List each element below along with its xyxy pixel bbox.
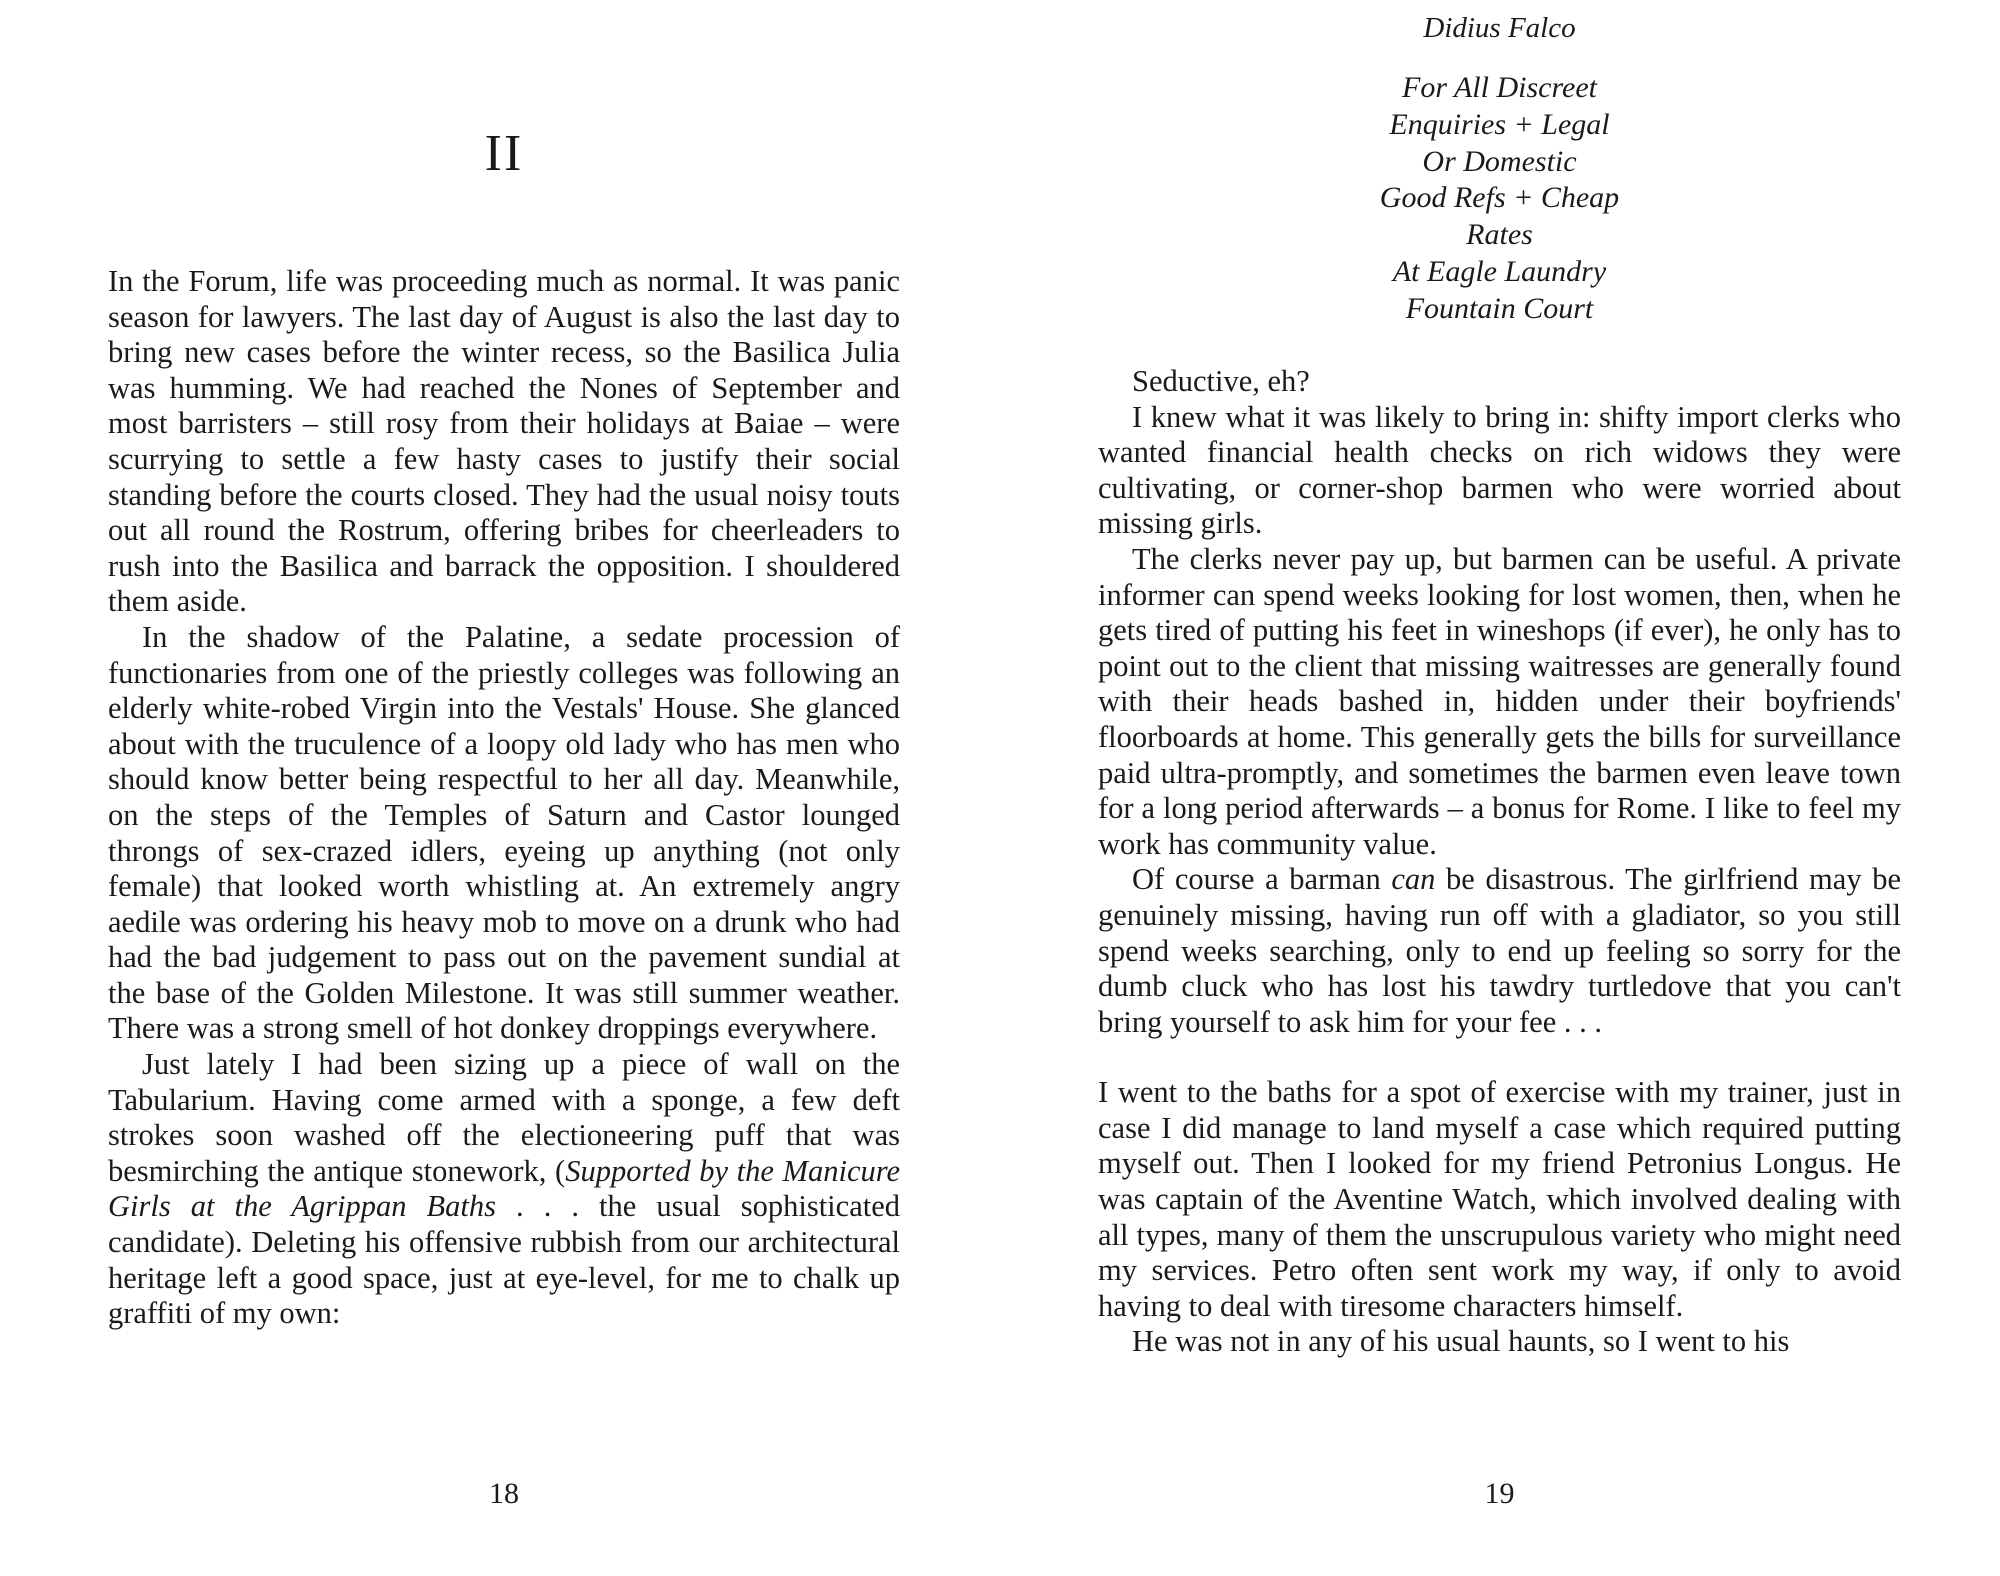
body-paragraph bbox=[1098, 862, 1901, 1040]
page-number: 18 bbox=[489, 1477, 519, 1510]
body-paragraph: In the Forum, life was proceeding much as normal. It was panic season for lawyers. The last day of August is also the last day to bring new cases before the winter recess, so the Basilica Julia was humming. We had reached the Nones of September and most barristers – still rosy from their holidays at Baiae – were scurrying to settle a few hasty cases to justify their social standing before the courts closed. They had the usual noisy touts out all round the Rostrum, offering bribes for cheerleaders to rush into the Basilica and barrack the opposition. I shouldered them aside. bbox=[108, 264, 900, 619]
body-paragraph bbox=[108, 1047, 900, 1332]
graffiti-line: Or Domestic bbox=[1422, 144, 1577, 178]
graffiti-line: For All Discreet bbox=[1402, 71, 1597, 104]
paragraph-text: Just lately I had been sizing up a piece of wall on the Tabularium. Having come armed with a sponge, a few deft strokes soon washed off the electioneering puff that was besmirching the antique stonework, ( bbox=[108, 1047, 900, 1188]
paragraph-text: . . . the usual sophisticated candidate). Deleting his offensive rubbish from our architectural heritage left a good space, just at eye-level, for me to chalk up graffiti of my own: bbox=[108, 1189, 900, 1331]
italic-emphasis: Supported by the Manicure Girls at the Agrippan Baths bbox=[108, 1153, 901, 1224]
body-paragraph: The clerks never pay up, but barmen can be useful. A private informer can spend weeks looking for lost women, then, when he gets tired of putting his feet in wineshops (if ever), he only has to point out to the client that missing waitresses are generally found with their heads bashed in, hidden under their boyfriends' floorboards at home. This generally gets the bills for surveillance paid ultra-promptly, and sometimes the barmen even leave town for a long period afterwards – a bonus for Rome. I like to feel my work has community value. bbox=[1098, 541, 1901, 861]
graffiti-line: Good Refs + Cheap bbox=[1379, 181, 1620, 215]
right-page bbox=[1098, 0, 1901, 1576]
paragraph-text: Of course a barman bbox=[1132, 862, 1392, 897]
running-head: Didius Falco bbox=[1423, 12, 1576, 44]
body-paragraph: In the shadow of the Palatine, a sedate procession of functionaries from one of the priestly colleges was following an elderly white-robed Virgin into the Vestals' House. She glanced about with the truculence of a loopy old lady who has men who should know better being respectful to her all day. Meanwhile, on the steps of the Temples of Saturn and Castor lounged throngs of sex-crazed idlers, eyeing up anything (not only female) that looked worth whistling at. An extremely angry aedile was ordering his heavy mob to move on a drunk who had had the bad judgement to pass out on the pavement sundial at the base of the Golden Milestone. It was still summer weather. There was a strong smell of hot donkey droppings everywhere. bbox=[108, 619, 900, 1046]
body-paragraph: I went to the baths for a spot of exercise with my trainer, just in case I did manage to land myself a case which required putting myself out. Then I looked for my friend Petronius Longus. He was captain of the Aventine Watch, which involved dealing with all types, many of them the unscrupulous variety who might need my services. Petro often sent work my way, if only to avoid having to deal with tiresome characters himself. bbox=[1098, 1075, 1901, 1323]
body-paragraph: I knew what it was likely to bring in: shifty import clerks who wanted financial health checks on rich widows they were cultivating, or corner-shop barmen who were worried about missing girls. bbox=[1098, 399, 1901, 541]
chapter-number: II bbox=[484, 125, 524, 182]
body-paragraph: Seductive, eh? bbox=[1132, 364, 1310, 398]
section-break bbox=[1098, 1040, 1901, 1075]
graffiti-line: Fountain Court bbox=[1405, 291, 1594, 325]
graffiti-line: At Eagle Laundry bbox=[1392, 254, 1607, 288]
right-page-body bbox=[1098, 364, 1901, 1360]
left-page bbox=[108, 0, 900, 1576]
page-number: 19 bbox=[1484, 1477, 1515, 1510]
italic-emphasis: can bbox=[1391, 862, 1436, 897]
graffiti-line: Rates bbox=[1466, 218, 1533, 252]
graffiti-line: Enquiries + Legal bbox=[1389, 107, 1610, 141]
body-paragraph: He was not in any of his usual haunts, so I went to his bbox=[1132, 1324, 1790, 1359]
paragraph-text: be disastrous. The girlfriend may be genuinely missing, having run off with a gladiator, so you still spend weeks searching, only to end up feeling so sorry for the dumb cluck who has lost his tawdry turtledove that you can't bring yourself to ask him for your fee . . . bbox=[1098, 862, 1901, 1039]
graffiti-advert bbox=[1098, 70, 1901, 328]
left-page-body bbox=[108, 264, 900, 1332]
